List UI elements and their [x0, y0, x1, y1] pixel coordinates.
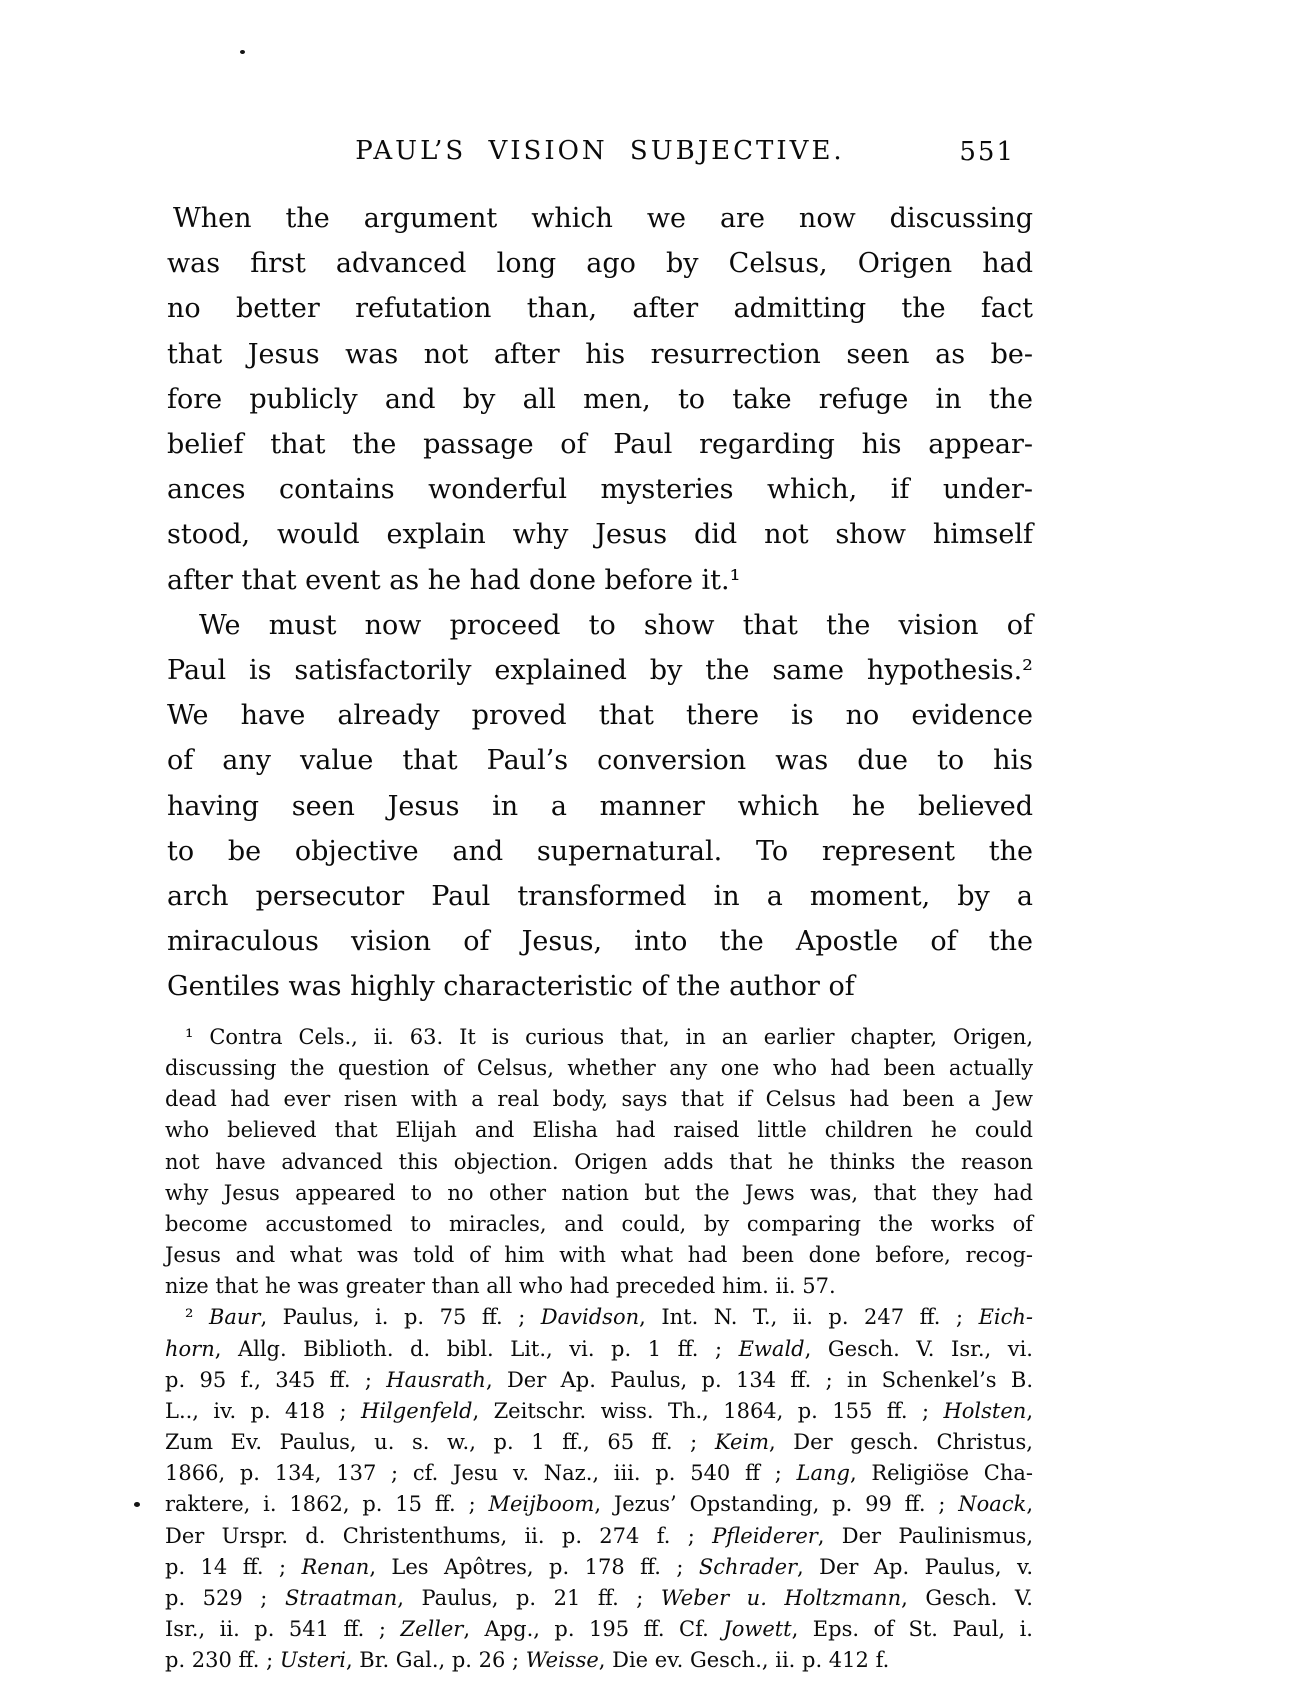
text-line: p. 230 ff. ; Usteri, Br. Gal., p. 26 ; Weisse, Die ev. Gesch., ii. p. 412 f.: [165, 1648, 890, 1673]
footnotes: [165, 1022, 1033, 1676]
running-title: PAUL’S VISION SUBJECTIVE.: [355, 136, 845, 166]
text-line: ances contains wonderful mysteries which, if under-: [167, 474, 1033, 506]
text-line: Der Urspr. d. Christenthums, ii. p. 274 f. ; Pfleiderer, Der Paulinismus,: [165, 1523, 1033, 1548]
scan-speck: [134, 1502, 140, 1507]
text-line: Zum Ev. Paulus, u. s. w., p. 1 ff., 65 ff. ; Keim, Der gesch. Christus,: [165, 1430, 1033, 1455]
text-line: discussing the question of Celsus, whether any one who had been actually: [165, 1056, 1033, 1081]
text-line: of any value that Paul’s conversion was due to his: [167, 745, 1033, 777]
text-line: p. 14 ff. ; Renan, Les Apôtres, p. 178 ff. ; Schrader, Der Ap. Paulus, v.: [165, 1554, 1033, 1579]
running-head: [167, 136, 1033, 176]
text-line: horn, Allg. Biblioth. d. bibl. Lit., vi. p. 1 ff. ; Ewald, Gesch. V. Isr., vi.: [165, 1336, 1033, 1361]
text-line: ¹ Contra Cels., ii. 63. It is curious that, in an earlier chapter, Origen,: [185, 1025, 1033, 1049]
scan-speck: [240, 50, 245, 54]
text-line: why Jesus appeared to no other nation but the Jews was, that they had: [165, 1180, 1033, 1205]
text-line: having seen Jesus in a manner which he believed: [167, 790, 1033, 822]
text-line: nize that he was greater than all who had preceded him. ii. 57.: [165, 1274, 836, 1299]
text-line: We have already proved that there is no evidence: [167, 700, 1033, 732]
text-line: become accustomed to miracles, and could, by comparing the works of: [165, 1211, 1033, 1236]
text-line: Isr., ii. p. 541 ff. ; Zeller, Apg., p. 195 ff. Cf. Jowett, Eps. of St. Paul, i.: [165, 1616, 1033, 1641]
text-line: ² Baur, Paulus, i. p. 75 ff. ; Davidson, Int. N. T., ii. p. 247 ff. ; Eich-: [185, 1305, 1033, 1330]
text-line: raktere, i. 1862, p. 15 ff. ; Meijboom, Jezus’ Opstanding, p. 99 ff. ; Noack,: [165, 1492, 1033, 1517]
text-line: stood, would explain why Jesus did not show himself: [167, 519, 1033, 551]
text-line: L.., iv. p. 418 ; Hilgenfeld, Zeitschr. wiss. Th., 1864, p. 155 ff. ; Holsten,: [165, 1398, 1033, 1423]
text-line: no better refutation than, after admitting the fact: [167, 293, 1033, 325]
text-line: Paul is satisfactorily explained by the same hypothesis.²: [167, 655, 1033, 687]
text-line: We must now proceed to show that the vision of: [199, 609, 1033, 641]
main-text: [167, 196, 1033, 1010]
text-line: to be objective and supernatural. To represent the: [167, 835, 1033, 867]
text-line: arch persecutor Paul transformed in a moment, by a: [167, 881, 1033, 913]
text-line: belief that the passage of Paul regarding his appear-: [167, 429, 1033, 461]
text-line: 1866, p. 134, 137 ; cf. Jesu v. Naz., iii. p. 540 ff ; Lang, Religiöse Cha-: [165, 1461, 1033, 1486]
page-number: 551: [959, 137, 1015, 167]
text-line: Jesus and what was told of him with what had been done before, recog-: [165, 1243, 1033, 1268]
text-line: p. 529 ; Straatman, Paulus, p. 21 ff. ; Weber u. Holtzmann, Gesch. V.: [165, 1585, 1033, 1610]
text-line: after that event as he had done before it.¹: [167, 564, 741, 596]
text-line: that Jesus was not after his resurrection seen as be-: [167, 338, 1033, 370]
text-line: Gentiles was highly characteristic of the author of: [167, 971, 855, 1003]
text-line: not have advanced this objection. Origen adds that he thinks the reason: [165, 1149, 1033, 1174]
text-line: dead had ever risen with a real body, says that if Celsus had been a Jew: [165, 1087, 1033, 1112]
text-line: When the argument which we are now discussing: [173, 203, 1033, 234]
text-line: fore publicly and by all men, to take refuge in the: [167, 383, 1033, 415]
text-line: p. 95 f., 345 ff. ; Hausrath, Der Ap. Paulus, p. 134 ff. ; in Schenkel’s B.: [165, 1367, 1033, 1392]
text-line: was first advanced long ago by Celsus, Origen had: [167, 248, 1033, 280]
text-line: who believed that Elijah and Elisha had raised little children he could: [165, 1118, 1033, 1143]
text-line: miraculous vision of Jesus, into the Apostle of the: [167, 926, 1033, 958]
